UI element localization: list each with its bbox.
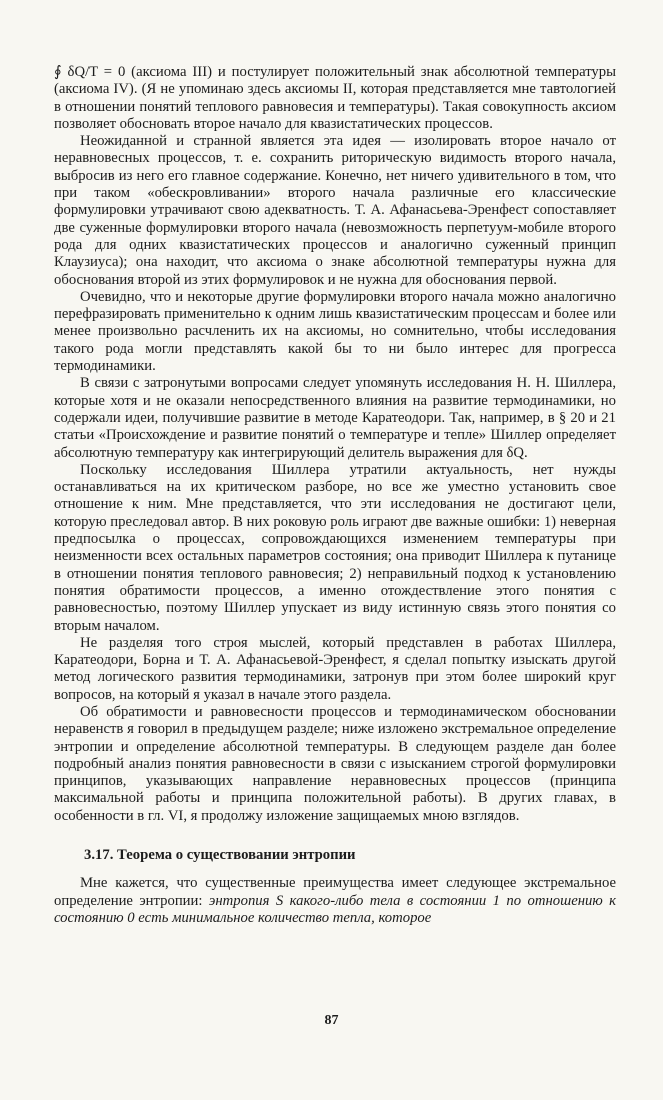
section-number: 3.17.	[84, 847, 114, 864]
paragraph: Очевидно, что и некоторые другие формулировки второго начала можно аналогично перефразировать применительно к одним лишь квазистатическим процессам и более или менее произвольно расчленить их на аксиомы, но сомнительно, чтобы исследования такого рода могли представлять какой бы то ни было интерес для прогресса термодинамики.	[54, 288, 616, 375]
paragraph: Не разделяя того строя мыслей, который представлен в работах Шиллера, Каратеодори, Борна и Т. А. Афанасьевой-Эренфест, я сделал попытку изыскать другой метод логического развития термодинамики, затронув при этом более широкий круг вопросов, на который я указал в начале этого раздела.	[54, 634, 616, 703]
paragraph: Поскольку исследования Шиллера утратили актуальность, нет нужды останавливаться на их критическом разборе, но все же уместно установить свое отношение к ним. Мне представляется, что эти исследования не достигают цели, которую преследовал автор. В них роковую роль играют две важные ошибки: 1) неверная предпосылка о процессах, сопровождающихся изменением температуры при неизменности всех остальных параметров состояния; она приводит Шиллера к путанице в отношении понятия теплового равновесия; 2) неправильный подход к установлению понятия обратимости процессов, а именно отождествление этого понятия с равновесностью, поэтому Шиллер упускает из виду истинную связь этого понятия со вторым началом.	[54, 461, 616, 634]
paragraph: Об обратимости и равновесности процессов и термодинамическом обосновании неравенств я говорил в предыдущем разделе; ниже изложено экстремальное определение энтропии и определение абсолютной температуры. В следующем разделе дан более подробный анализ понятия равновесности в связи с изысканием строгой формулировки принципов, указывающих направление неравновесных процессов (принципа максимальной работы и принципа положительной работы). В других главах, в особенности в гл. VI, я продолжу изложение защищаемых мною взглядов.	[54, 703, 616, 824]
section-title: Теорема о существовании энтропии	[117, 847, 356, 864]
paragraph-definition	[54, 875, 616, 927]
definition-lead: Мне кажется, что существенные преимущества имеет следующее экстремальное определение энтропии:	[54, 875, 616, 909]
paragraph: В связи с затронутыми вопросами следует упомянуть исследования Н. Н. Шиллера, которые хотя и не оказали непосредственного влияния на развитие термодинамики, но содержали идеи, получившие развитие в методе Каратеодори. Так, например, в § 20 и 21 статьи «Происхождение и развитие понятий о температуре и тепле» Шиллер определяет абсолютную температуру как интегрирующий делитель выражения для δQ.	[54, 375, 616, 461]
section-heading	[54, 847, 616, 864]
paragraph-formula-continuation: ∮ δQ/T = 0 (аксиома III) и постулирует положительный знак абсолютной температуры (аксиома IV). (Я не упоминаю здесь аксиомы II, которая представляется мне тавтологией в отношении понятий теплового равновесия и температуры). Такая совокупность аксиом позволяет обосновать второе начало для квазистатических процессов.	[54, 64, 616, 132]
definition-italic: энтропия S какого-либо тела в состоянии 1 по отношению к состоянию 0 есть минимальное количество тепла, которое	[54, 892, 616, 926]
body-text	[54, 64, 616, 927]
page-number: 87	[324, 1013, 339, 1028]
paragraph: Неожиданной и странной является эта идея — изолировать второе начало от неравновесных процессов, т. е. сохранить риторическую видимость второго начала, выбросив из него его главное содержание. Конечно, нет ничего удивительного в том, что при таком «обескровливании» второго начала различные его классические формулировки утрачивают свою адекватность. Т. А. Афанасьева-Эренфест сопоставляет две суженные формулировки второго начала (невозможность перпетуум-мобиле второго рода для одних квазистатических процессов и аналогично суженный принцип Клаузиуса); она находит, что аксиома о знаке абсолютной температуры нужна для обоснования второй из этих формулировок и не нужна для обоснования первой.	[54, 133, 616, 288]
